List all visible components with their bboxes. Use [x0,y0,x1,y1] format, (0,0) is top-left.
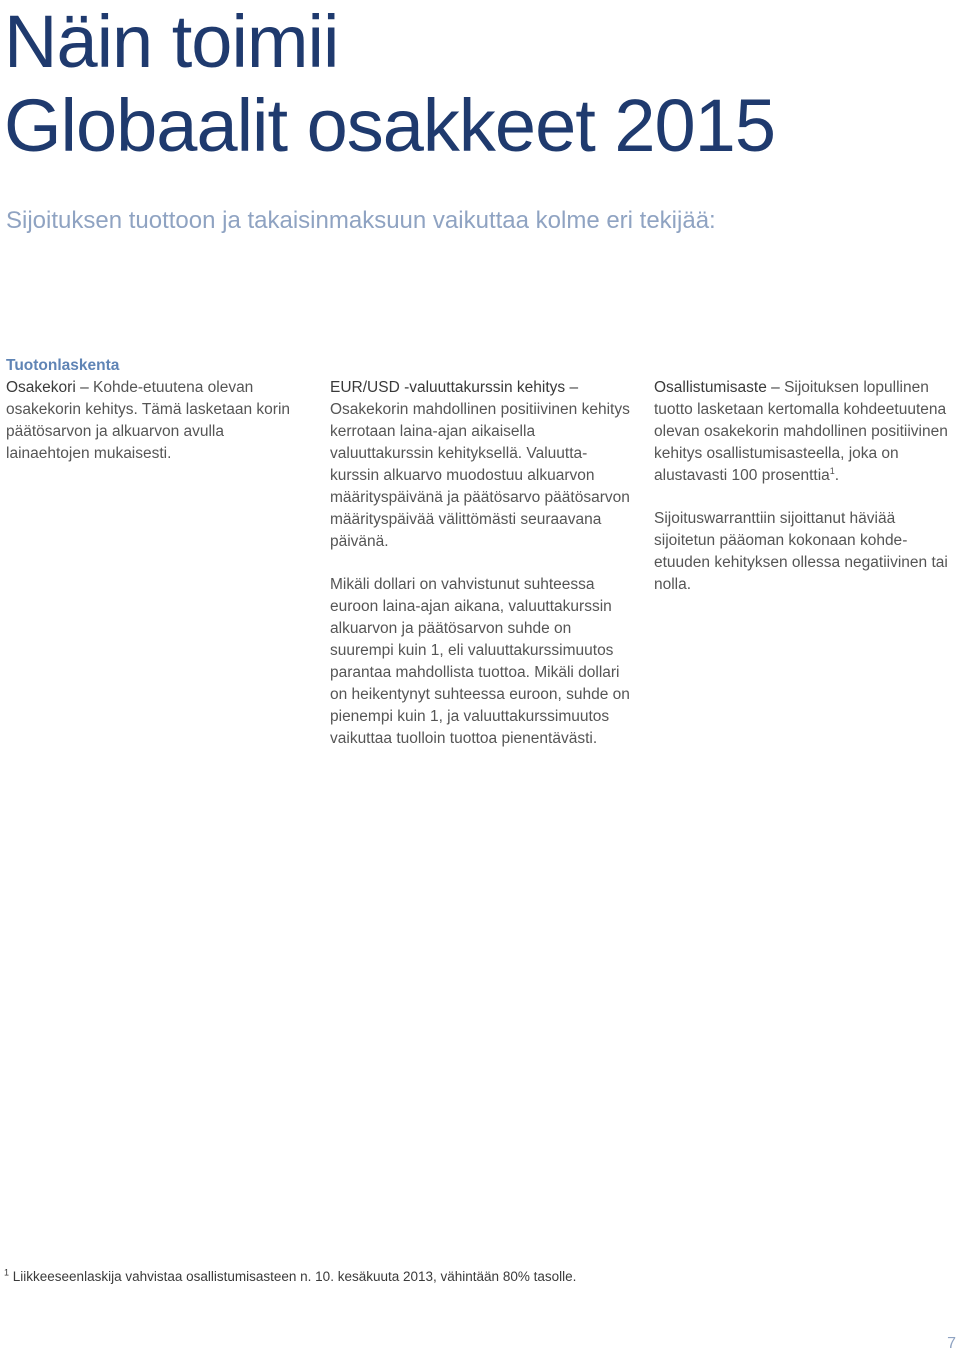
column-return-calculation [6,355,306,486]
paragraph-currency-2: Mikäli dollari on vahvistunut suhteessa euroon laina-ajan aikana, valuuttakurssin alkuarvon ja päätösarvon suhde on suurempi kuin 1, eli valuuttakurssimuutos parantaa mahdollista tuottoa. Mikäli dollari on heikentynyt suhteessa euroon, suhde on pienempi kuin 1, ja valuuttakurssimuutos vaikuttaa tuolloin tuottoa pienentävästi. [330,576,630,747]
page-number: 7 [947,1335,956,1352]
column-participation-rate [654,377,954,617]
page-title-line-1: Näin toimii [4,0,339,83]
lead-term: Osallistumisaste – [654,379,780,396]
lead-term: EUR/USD -valuuttakurssin kehitys – [330,379,579,396]
footnote-text: Liikkeeseenlaskija vahvistaa osallistumisasteen n. 10. kesäkuuta 2013, vähintään 80% tasolle. [9,1269,577,1284]
column-currency-rate [330,377,630,771]
page-subtitle: Sijoituksen tuottoon ja takaisinmaksuun vaikuttaa kolme eri tekijää: [6,207,716,234]
footnote-reference: 1 [829,465,835,476]
page-title [4,0,775,168]
footnote-marker: 1 [4,1267,10,1278]
paragraph-end: . [834,467,840,484]
paragraph-currency-1 [330,377,630,553]
paragraph-participation-1 [654,377,954,487]
paragraph-text: Sijoituksen lopullinen tuotto lasketaan kertomalla kohdeetuutena olevan osakekorin mahdollinen positiivinen kehitys osallistumisasteella, joka on alustavasti 100 prosenttia [654,379,948,484]
paragraph-participation-2: Sijoituswarranttiin sijoittanut häviää sijoitetun pääoman kokonaan kohdeetuuden kehityksen ollessa negatiivinen tai nolla. [654,510,948,593]
paragraph-text: Osakekorin mahdollinen positiivinen kehitys kerrotaan laina-ajan aikaisella valuuttakurssin kehityksellä. Valuuttakurssin alkuarvo muodostuu alkuarvon määrityspäivänä ja päätösarvo päätösarvon määrityspäivää välittömästi seuraavana päivänä. [330,401,630,550]
section-heading: Tuotonlaskenta [6,357,120,374]
paragraph-stock-basket [6,377,306,465]
lead-term: Osakekori – [6,379,89,396]
footnote [4,1268,576,1286]
paragraph-text: Kohde-etuutena olevan osakekorin kehitys. Tämä lasketaan korin päätösarvon ja alkuarvon avulla lainaehtojen mukaisesti. [6,379,291,462]
page-title-line-2: Globaalit osakkeet 2015 [4,84,775,167]
